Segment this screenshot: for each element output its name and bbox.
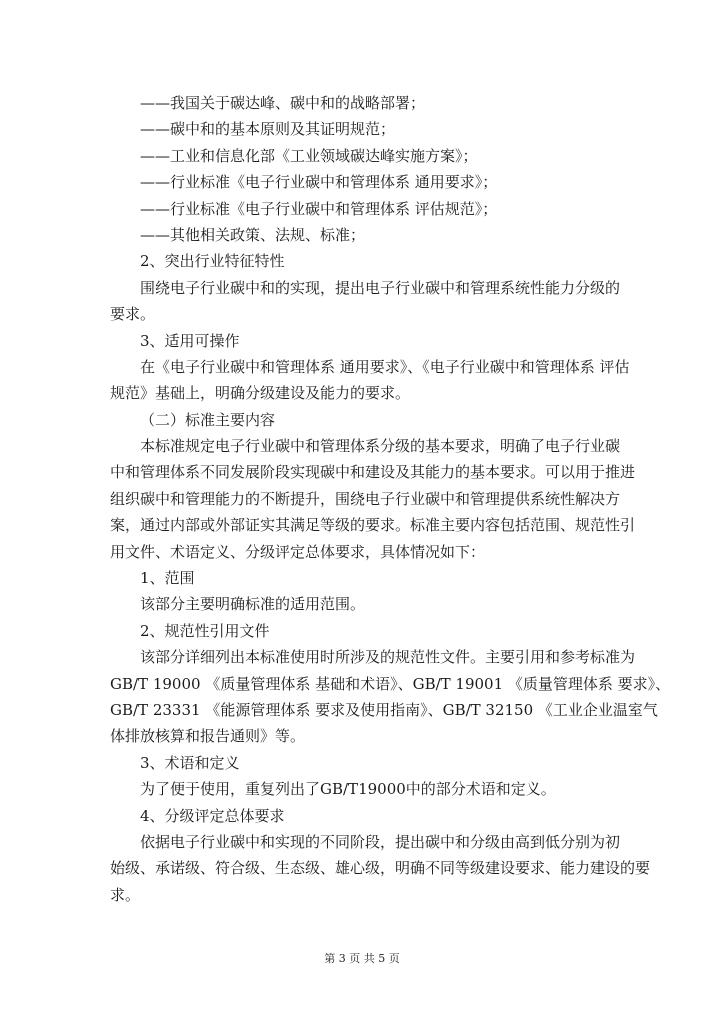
page-footer: 第 3 页 共 5 页	[324, 952, 400, 965]
text-line: （二）标准主要内容	[140, 410, 276, 429]
text-line: 本标准规定电子行业碳中和管理体系分级的基本要求，明确了电子行业碳	[140, 437, 621, 456]
text-line: ——我国关于碳达峰、碳中和的战略部署；	[140, 94, 426, 112]
text-line: 要求。	[110, 305, 156, 324]
text-line: 围绕电子行业碳中和的实现，提出电子行业碳中和管理系统性能力分级的	[140, 278, 621, 297]
text-line: 组织碳中和管理能力的不断提升，围绕电子行业碳中和管理提供系统性解决方	[110, 489, 621, 508]
text-line: 为了便于使用，重复列出了GB/T19000中的部分术语和定义。	[140, 780, 556, 799]
text-line: GB/T 19000 《质量管理体系 基础和术语》、GB/T 19001 《质量管理体系 要求》、	[110, 674, 671, 693]
text-line: 2、突出行业特征特性	[140, 252, 285, 271]
text-line: 求。	[110, 885, 141, 904]
text-line: ——碳中和的基本原则及其证明规范；	[140, 120, 396, 139]
text-line: 规范》基础上，明确分级建设及能力的要求。	[110, 384, 411, 403]
text-line: ——工业和信息化部《工业领域碳达峰实施方案》；	[140, 146, 478, 165]
text-line: ——行业标准《电子行业碳中和管理体系 通用要求》；	[140, 173, 498, 192]
text-line: 依据电子行业碳中和实现的不同阶段，提出碳中和分级由高到低分别为初	[140, 832, 621, 851]
text-line: 该部分详细列出本标准使用时所涉及的规范性文件。主要引用和参考标准为	[140, 648, 636, 667]
text-line: 该部分主要明确标准的适用范围。	[140, 595, 366, 614]
text-line: 1、范围	[140, 569, 195, 588]
text-line: ——其他相关政策、法规、标准；	[140, 225, 366, 244]
document-body	[110, 90, 671, 908]
text-line: 2、规范性引用文件	[140, 621, 270, 640]
text-line: 用文件、术语定义、分级评定总体要求，具体情况如下：	[110, 542, 486, 561]
text-line: 始级、承诺级、符合级、生态级、雄心级，明确不同等级建设要求、能力建设的要	[110, 859, 651, 878]
text-line: 体排放核算和报告通则》等。	[110, 727, 306, 746]
text-line: 3、术语和定义	[140, 753, 240, 772]
text-line: 3、适用可操作	[140, 331, 240, 350]
text-line: 在《电子行业碳中和管理体系 通用要求》、《电子行业碳中和管理体系 评估	[140, 357, 630, 376]
text-line: GB/T 23331 《能源管理体系 要求及使用指南》、GB/T 32150 《工业企业温室气	[110, 700, 658, 719]
text-line: ——行业标准《电子行业碳中和管理体系 评估规范》；	[140, 199, 498, 218]
text-line: 中和管理体系不同发展阶段实现碳中和建设及其能力的基本要求。可以用于推进	[110, 463, 636, 482]
text-line: 4、分级评定总体要求	[140, 806, 285, 825]
text-line: 案，通过内部或外部证实其满足等级的要求。标准主要内容包括范围、规范性引	[110, 516, 636, 535]
